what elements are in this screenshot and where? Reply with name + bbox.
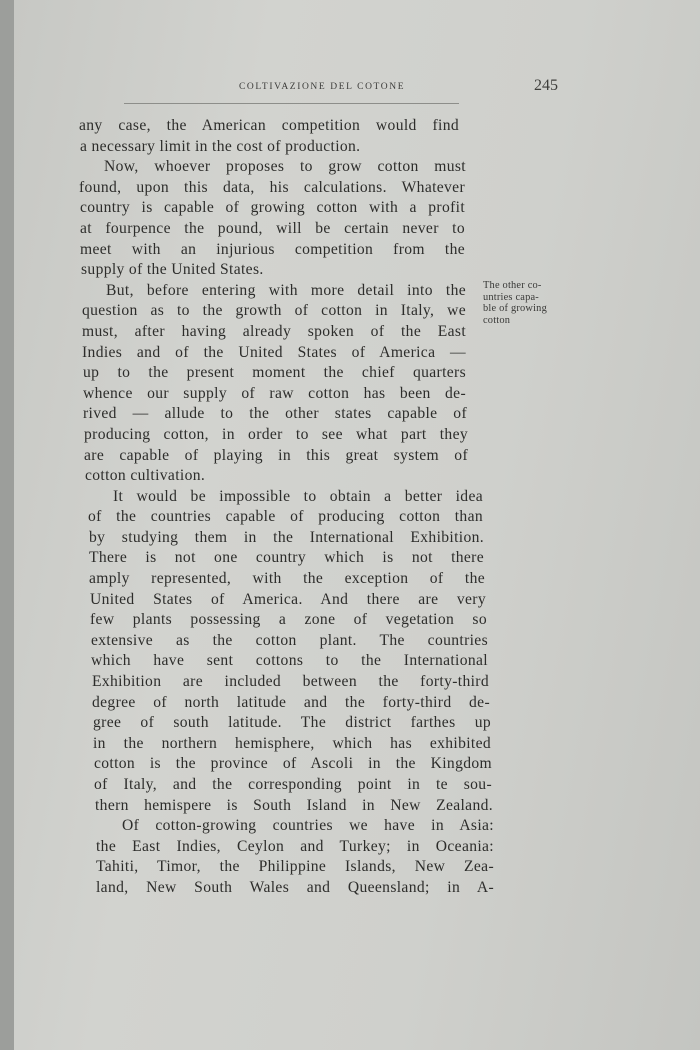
text-line: in the northern hemisphere, which has exhibited [93, 734, 491, 752]
text-line: up to the present moment the chief quarters [83, 364, 466, 382]
body-text [66, 116, 494, 899]
text-line: United States of America. And there are very [90, 590, 486, 608]
text-line: found, upon this data, his calculations. Whatever [79, 178, 465, 196]
text-line: Of cotton-growing countries we have in Asia: [122, 817, 494, 835]
text-line: cotton is the province of Ascoli in the Kingdom [94, 755, 492, 773]
text-line: are capable of playing in this great system of [84, 446, 468, 464]
text-line: Tahiti, Timor, the Philippine Islands, New Zea- [96, 858, 494, 876]
text-line: land, New South Wales and Queensland; in A- [96, 878, 494, 896]
text-line: the East Indies, Ceylon and Turkey; in Oceania: [96, 837, 494, 855]
page-number: 245 [534, 77, 558, 94]
text-line: a necessary limit in the cost of production. [80, 137, 361, 155]
text-line: degree of north latitude and the forty-third de- [92, 693, 490, 711]
text-line: thern hemispere is South Island in New Zealand. [95, 796, 493, 814]
text-line: few plants possessing a zone of vegetation so [90, 611, 487, 629]
margin-note-line: untries capa- [483, 291, 539, 303]
text-line: any case, the American competition would find [79, 117, 459, 134]
text-line: of the countries capable of producing cotton than [88, 508, 483, 526]
text-line: extensive as the cotton plant. The countries [91, 631, 488, 649]
text-line: of Italy, and the corresponding point in te sou- [94, 776, 492, 793]
margin-note-line: cotton [483, 314, 511, 326]
text-line: Now, whoever proposes to grow cotton must [104, 158, 466, 176]
text-line: question as to the growth of cotton in Italy, we [82, 302, 466, 320]
header-rule [124, 103, 459, 104]
text-line: by studying them in the International Exhibition. [89, 528, 484, 546]
margin-note-line: The other co- [483, 280, 542, 291]
text-line: amply represented, with the exception of the [89, 570, 485, 588]
text-line: Exhibition are included between the forty-third [92, 673, 489, 691]
text-line: It would be impossible to obtain a better idea [113, 487, 483, 505]
text-line: cotton cultivation. [85, 467, 206, 485]
book-page [14, 0, 700, 1050]
text-line: which have sent cottons to the International [91, 652, 488, 670]
margin-note-line: ble of growing [483, 303, 547, 315]
text-line: country is capable of growing cotton with a profit [80, 199, 465, 217]
text-line: rived — allude to the other states capable of [83, 405, 467, 423]
text-line: gree of south latitude. The district farthes up [93, 714, 491, 732]
text-line: must, after having already spoken of the East [82, 322, 466, 340]
text-line: Indies and of the United States of America — [82, 343, 466, 361]
running-head: COLTIVAZIONE DEL COTONE [239, 82, 406, 92]
text-line: producing cotton, in order to see what part they [84, 425, 468, 443]
margin-note [483, 280, 583, 326]
text-line: supply of the United States. [81, 261, 264, 279]
text-line: meet with an injurious competition from the [80, 240, 465, 258]
text-line: at fourpence the pound, will be certain never to [80, 219, 465, 237]
text-line: There is not one country which is not there [89, 549, 484, 567]
text-line: whence our supply of raw cotton has been de- [83, 384, 466, 402]
text-line: But, before entering with more detail into the [106, 281, 466, 299]
